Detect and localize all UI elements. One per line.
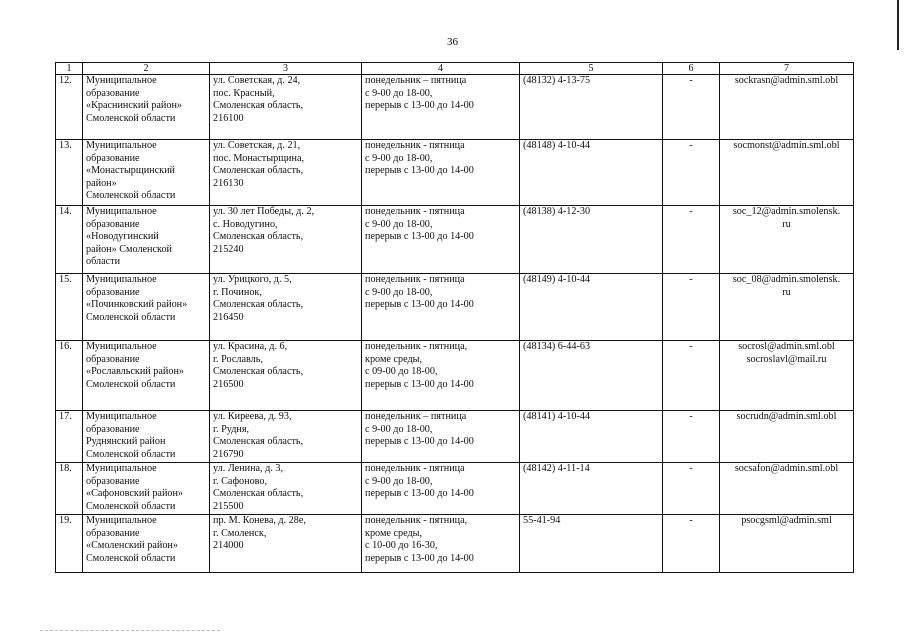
address-line: пос. Красный, (213, 87, 275, 99)
email-cell (720, 463, 854, 515)
email-line: socroslavl@mail.ru (746, 353, 827, 365)
address-line: 215500 (213, 500, 244, 512)
column-6-cell: - (663, 206, 720, 274)
working-hours-line: кроме среды, (365, 353, 423, 365)
address-line: ул. Советская, д. 24, (213, 75, 301, 86)
organization-name-line: Муниципальное (86, 463, 157, 474)
organization-name-line: район» Смоленской (86, 243, 173, 255)
address-line: г. Сафоново, (213, 475, 268, 487)
address-line: Смоленская область, (213, 299, 304, 311)
organization-name-cell (83, 463, 210, 515)
address-line: ул. 30 лет Победы, д. 2, (213, 206, 315, 217)
working-hours-line: с 9-00 до 18-00, (365, 423, 433, 435)
address-line: ул. Киреева, д. 93, (213, 411, 292, 422)
working-hours-line: понедельник - пятница (365, 206, 465, 217)
organization-name-line: «Краснинский район» (86, 100, 183, 112)
organization-name-line: «Рославльский район» (86, 366, 185, 378)
working-hours-line: перерыв с 13-00 до 14-00 (365, 100, 474, 112)
address-line: г. Рославль, (213, 353, 263, 365)
email-cell (720, 206, 854, 274)
column-header: 4 (362, 63, 520, 75)
working-hours-line: перерыв с 13-00 до 14-00 (365, 165, 474, 177)
organization-name-line: образование (86, 152, 140, 164)
address-line: г. Смоленск, (213, 527, 267, 539)
working-hours-line: понедельник - пятница (365, 140, 465, 151)
phone-cell: (48134) 6-44-63 (520, 341, 663, 411)
address-line: 214000 (213, 540, 244, 552)
working-hours-line: понедельник - пятница, (365, 341, 468, 352)
address-line: 215240 (213, 243, 244, 255)
table-row (56, 515, 854, 573)
working-hours-cell (362, 411, 520, 463)
address-line: ул. Ленина, д. 3, (213, 463, 284, 474)
column-6-cell: - (663, 463, 720, 515)
email-cell (720, 274, 854, 341)
working-hours-line: с 9-00 до 18-00, (365, 475, 433, 487)
organization-name-line: «Монастырщинский (86, 165, 176, 177)
organization-name-line: «Сафоновский район» (86, 488, 184, 500)
phone-cell: (48141) 4-10-44 (520, 411, 663, 463)
organization-name-line: Руднянский район (86, 436, 166, 448)
row-number-cell: 13. (56, 140, 83, 206)
phone-cell: 55-41-94 (520, 515, 663, 573)
phone-cell: (48142) 4-11-14 (520, 463, 663, 515)
organization-name-line: Смоленской области (86, 112, 176, 124)
working-hours-line: понедельник - пятница, (365, 515, 468, 526)
working-hours-line: перерыв с 13-00 до 14-00 (365, 552, 474, 564)
column-6-cell: - (663, 341, 720, 411)
email-cell (720, 140, 854, 206)
column-6-cell: - (663, 140, 720, 206)
organization-name-cell (83, 411, 210, 463)
working-hours-line: перерыв с 13-00 до 14-00 (365, 488, 474, 500)
address-line: ул. Советская, д. 21, (213, 140, 301, 151)
table-row (56, 274, 854, 341)
column-6-cell: - (663, 411, 720, 463)
column-header: 3 (210, 63, 362, 75)
table-row (56, 411, 854, 463)
column-header: 7 (720, 63, 854, 75)
working-hours-line: перерыв с 13-00 до 14-00 (365, 231, 474, 243)
address-line: 216100 (213, 112, 244, 124)
row-number-cell: 14. (56, 206, 83, 274)
organization-name-line: «Починковский район» (86, 299, 188, 311)
address-line: Смоленская область, (213, 100, 304, 112)
working-hours-line: перерыв с 13-00 до 14-00 (365, 299, 474, 311)
address-line: г. Рудня, (213, 423, 250, 435)
organization-name-line: Смоленской области (86, 448, 176, 460)
address-cell (210, 140, 362, 206)
organization-name-line: образование (86, 353, 140, 365)
column-header: 1 (56, 63, 83, 75)
table-body (56, 75, 854, 573)
organization-name-line: «Смоленский район» (86, 540, 178, 552)
organization-name-cell (83, 75, 210, 140)
address-line: Смоленская область, (213, 488, 304, 500)
working-hours-line: с 9-00 до 18-00, (365, 152, 433, 164)
row-number-cell: 16. (56, 341, 83, 411)
organization-name-line: Муниципальное (86, 206, 157, 217)
organization-name-line: образование (86, 527, 140, 539)
table-row (56, 341, 854, 411)
working-hours-line: кроме среды, (365, 527, 423, 539)
table-row (56, 463, 854, 515)
column-6-cell: - (663, 75, 720, 140)
organization-name-cell (83, 274, 210, 341)
row-number-cell: 18. (56, 463, 83, 515)
organization-name-line: области (86, 256, 121, 268)
email-line: soc_08@admin.smolensk. (732, 274, 841, 285)
address-cell (210, 341, 362, 411)
phone-cell: (48138) 4-12-30 (520, 206, 663, 274)
table-row (56, 206, 854, 274)
address-cell (210, 75, 362, 140)
address-line: Смоленская область, (213, 165, 304, 177)
address-line: г. Починок, (213, 286, 262, 298)
email-line: ru (782, 218, 791, 230)
organization-name-line: Муниципальное (86, 274, 157, 285)
organization-name-line: Муниципальное (86, 411, 157, 422)
address-line: Смоленская область, (213, 436, 304, 448)
email-line: socmonst@admin.sml.obl (733, 140, 840, 151)
working-hours-line: понедельник – пятница (365, 411, 467, 422)
organization-name-cell (83, 140, 210, 206)
organization-name-line: Смоленской области (86, 190, 176, 202)
organization-name-line: образование (86, 423, 140, 435)
organization-name-line: Смоленской области (86, 500, 176, 512)
organization-name-line: образование (86, 218, 140, 230)
organization-name-line: образование (86, 87, 140, 99)
address-cell (210, 515, 362, 573)
organization-name-line: образование (86, 475, 140, 487)
phone-cell: (48148) 4-10-44 (520, 140, 663, 206)
column-6-cell: - (663, 515, 720, 573)
working-hours-line: понедельник - пятница (365, 463, 465, 474)
working-hours-line: с 9-00 до 18-00, (365, 218, 433, 230)
organization-name-line: Смоленской области (86, 378, 176, 390)
address-line: 216130 (213, 177, 244, 189)
working-hours-line: понедельник – пятница (365, 75, 467, 86)
address-cell (210, 206, 362, 274)
working-hours-line: понедельник - пятница (365, 274, 465, 285)
social-services-table (55, 62, 854, 573)
organization-name-cell (83, 515, 210, 573)
organization-name-line: Муниципальное (86, 515, 157, 526)
working-hours-line: с 9-00 до 18-00, (365, 87, 433, 99)
column-header: 2 (83, 63, 210, 75)
organization-name-line: район» (86, 177, 117, 189)
address-line: Смоленская область, (213, 231, 304, 243)
email-line: soc_12@admin.smolensk. (732, 206, 841, 217)
address-line: ул. Урицкого, д. 5, (213, 274, 292, 285)
organization-name-cell (83, 341, 210, 411)
email-cell (720, 411, 854, 463)
email-line: socsafon@admin.sml.obl (734, 463, 839, 474)
working-hours-cell (362, 341, 520, 411)
working-hours-cell (362, 140, 520, 206)
address-line: пос. Монастырщина, (213, 152, 305, 164)
working-hours-line: перерыв с 13-00 до 14-00 (365, 436, 474, 448)
phone-cell: (48132) 4-13-75 (520, 75, 663, 140)
email-cell (720, 515, 854, 573)
working-hours-line: перерыв с 13-00 до 14-00 (365, 378, 474, 390)
table-row (56, 140, 854, 206)
working-hours-cell (362, 463, 520, 515)
column-header: 6 (663, 63, 720, 75)
page-number: 36 (447, 36, 458, 48)
organization-name-line: Муниципальное (86, 341, 157, 352)
working-hours-line: с 09-00 до 18-00, (365, 366, 438, 378)
email-line: socrosl@admin.sml.obl (738, 341, 835, 352)
table-row (56, 75, 854, 140)
working-hours-cell (362, 274, 520, 341)
address-line: 216450 (213, 311, 244, 323)
organization-name-line: Муниципальное (86, 75, 157, 86)
email-line: sockrasn@admin.sml.obl (734, 75, 839, 86)
working-hours-cell (362, 206, 520, 274)
row-number-cell: 12. (56, 75, 83, 140)
organization-name-line: «Новодугинский (86, 231, 159, 243)
row-number-cell: 15. (56, 274, 83, 341)
email-line: socrudn@admin.sml.obl (736, 411, 837, 422)
address-line: 216790 (213, 448, 244, 460)
column-6-cell: - (663, 274, 720, 341)
address-line: 216500 (213, 378, 244, 390)
email-cell (720, 75, 854, 140)
address-line: Смоленская область, (213, 366, 304, 378)
row-number-cell: 17. (56, 411, 83, 463)
working-hours-cell (362, 75, 520, 140)
working-hours-cell (362, 515, 520, 573)
working-hours-line: с 9-00 до 18-00, (365, 286, 433, 298)
email-line: ru (782, 286, 791, 298)
address-line: с. Новодугино, (213, 218, 278, 230)
organization-name-line: Муниципальное (86, 140, 157, 151)
email-cell (720, 341, 854, 411)
email-line: psocgsml@admin.sml (741, 515, 832, 526)
address-cell (210, 463, 362, 515)
address-line: ул. Красина, д. 6, (213, 341, 288, 352)
row-number-cell: 19. (56, 515, 83, 573)
footer-scan-mark (40, 630, 220, 632)
column-header: 5 (520, 63, 663, 75)
phone-cell: (48149) 4-10-44 (520, 274, 663, 341)
organization-name-cell (83, 206, 210, 274)
working-hours-line: с 10-00 до 16-30, (365, 540, 438, 552)
address-cell (210, 411, 362, 463)
column-number-row (56, 63, 854, 75)
organization-name-line: Смоленской области (86, 311, 176, 323)
organization-name-line: образование (86, 286, 140, 298)
address-cell (210, 274, 362, 341)
address-line: пр. М. Конева, д. 28е, (213, 515, 306, 526)
organization-name-line: Смоленской области (86, 552, 176, 564)
